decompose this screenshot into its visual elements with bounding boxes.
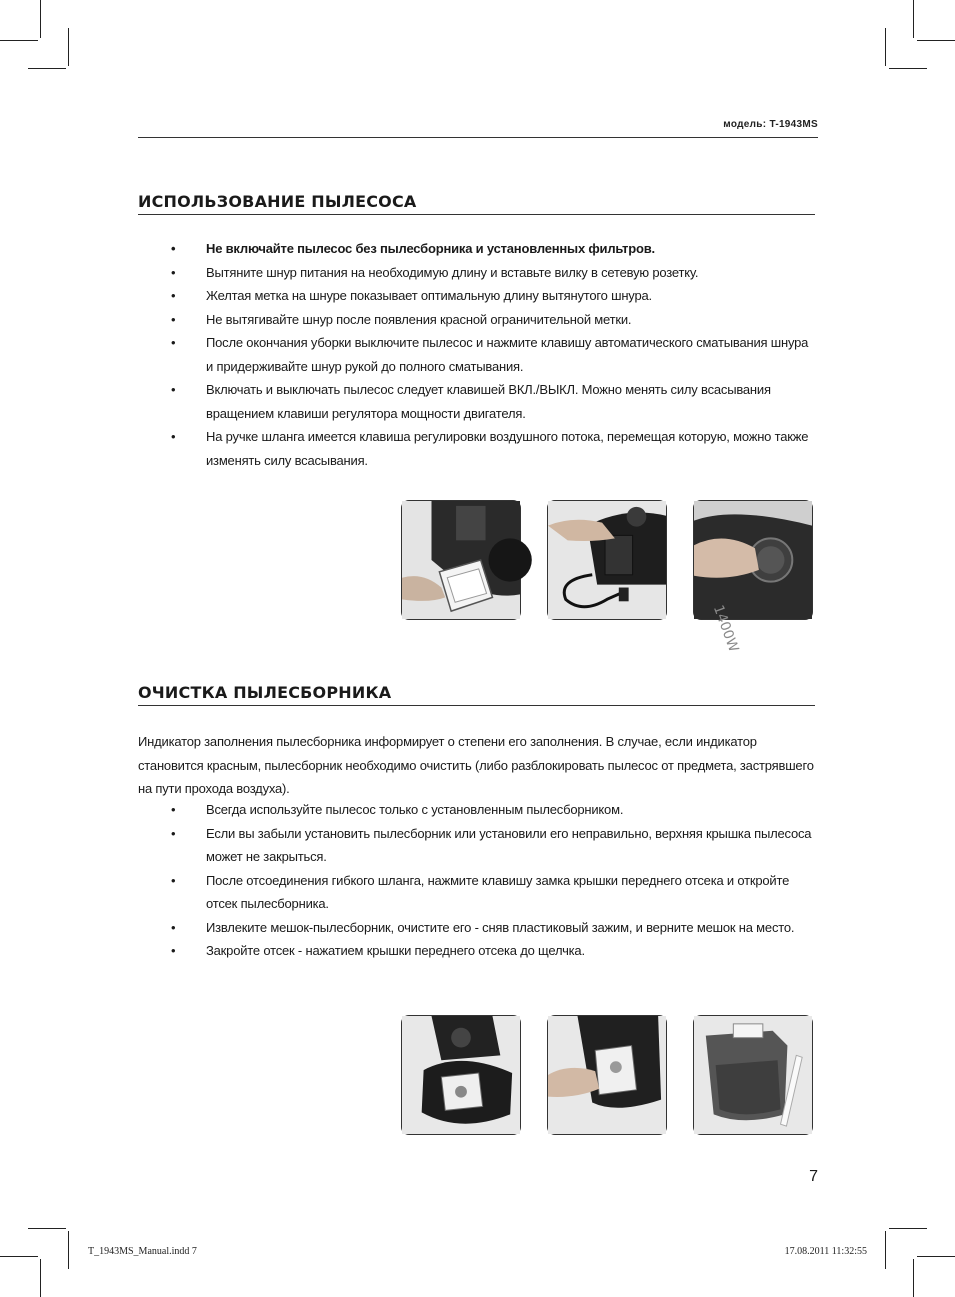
crop-mark (889, 68, 927, 69)
list-item: • Если вы забыли установить пылесборник или установили его неправильно, верхняя крышка пылесоса может не закрыться. (138, 822, 818, 869)
crop-mark (0, 40, 38, 41)
list-item: • Желтая метка на шнуре показывает оптимальную длину вытянутого шнура. (138, 284, 818, 308)
crop-mark (28, 68, 66, 69)
photo-filter-insert (401, 500, 521, 620)
cleaning-bullet-list (138, 798, 818, 963)
list-item: • Всегда используйте пылесос только с установленным пылесборником. (138, 798, 818, 822)
header-rule (138, 137, 818, 138)
usage-bullet-list (138, 237, 818, 472)
crop-mark (913, 1259, 914, 1297)
section-title-usage: ИСПОЛЬЗОВАНИЕ ПЫЛЕСОСА (138, 192, 815, 215)
crop-mark (28, 1228, 66, 1229)
crop-mark (913, 0, 914, 38)
photo-dust-bag-clip (693, 1015, 813, 1135)
list-item: • Вытяните шнур питания на необходимую длину и вставьте вилку в сетевую розетку. (138, 261, 818, 285)
photo-power-regulator (693, 500, 813, 655)
crop-mark (889, 1228, 927, 1229)
photo-dust-bag-removal (547, 1015, 667, 1135)
crop-mark (0, 1256, 38, 1257)
power-rating-label: 1400W (709, 603, 742, 655)
footer-filename: T_1943MS_Manual.indd 7 (88, 1246, 197, 1257)
photo-open-compartment (401, 1015, 521, 1135)
list-item: • На ручке шланга имеется клавиша регулировки воздушного потока, перемещая которую, можно также изменять силу всасывания. (138, 425, 818, 472)
footer-timestamp: 17.08.2011 11:32:55 (784, 1246, 867, 1257)
cleaning-intro: Индикатор заполнения пылесборника информирует о степени его заполнения. В случае, если индикатор становится красным, пылесборник необходимо очистить (либо разблокировать пылесос от предмета, застрявшего на пути прохода воздуха). (138, 734, 814, 796)
list-item: • Извлеките мешок-пылесборник, очистите его - сняв пластиковый зажим, и верните мешок на место. (138, 916, 818, 940)
section-title-cleaning: ОЧИСТКА ПЫЛЕСБОРНИКА (138, 683, 815, 706)
model-label: модель: T-1943MS (723, 119, 818, 130)
list-item: • Включать и выключать пылесос следует клавишей ВКЛ./ВЫКЛ. Можно менять силу всасывания вращением клавиши регулятора мощности двигателя. (138, 378, 818, 425)
list-item: • После окончания уборки выключите пылесос и нажмите клавишу автоматического сматывания шнура и придерживайте шнур рукой до полного сматывания. (138, 331, 818, 378)
crop-mark (40, 1259, 41, 1297)
crop-mark (917, 1256, 955, 1257)
list-item: • Не вытягивайте шнур после появления красной ограничительной метки. (138, 308, 818, 332)
photo-power-cord (547, 500, 667, 620)
crop-mark (885, 1231, 886, 1269)
page-number: 7 (809, 1168, 818, 1185)
crop-mark (885, 28, 886, 66)
crop-mark (917, 40, 955, 41)
crop-mark (68, 28, 69, 66)
list-item: • После отсоединения гибкого шланга, нажмите клавишу замка крышки переднего отсека и откройте отсек пылесборника. (138, 869, 818, 916)
crop-mark (68, 1231, 69, 1269)
list-item: • Закройте отсек - нажатием крышки переднего отсека до щелчка. (138, 939, 818, 963)
crop-mark (40, 0, 41, 38)
list-item: • Не включайте пылесос без пылесборника и установленных фильтров. (138, 237, 818, 261)
